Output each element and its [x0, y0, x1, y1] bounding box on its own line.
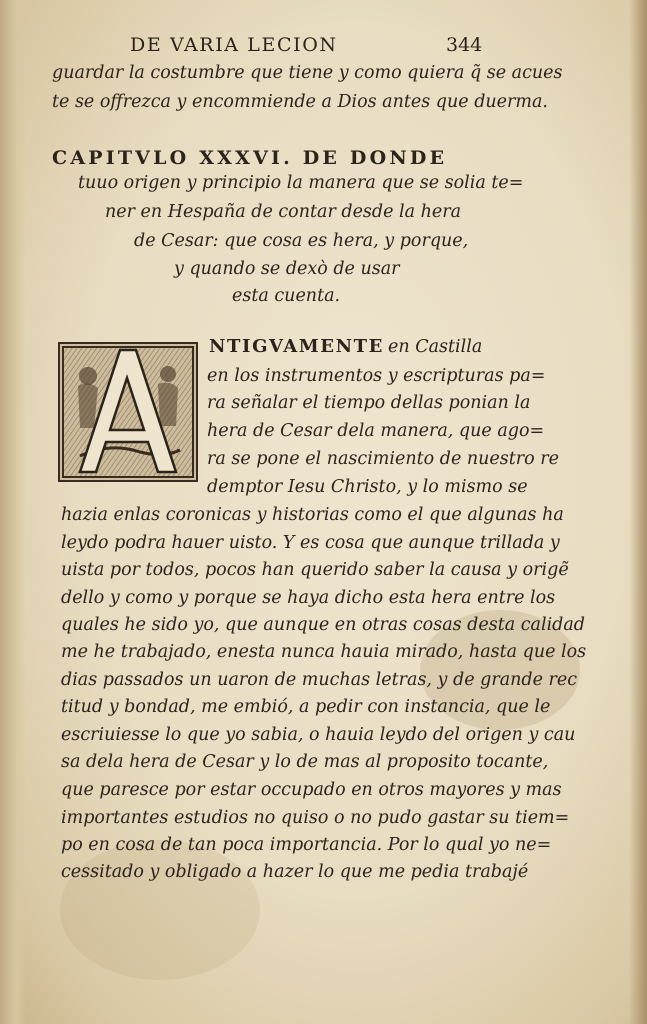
text-line: titud y bondad, me embió, a pedir con instancia, que le — [61, 697, 551, 717]
text-line: po en cosa de tan poca importancia. Por lo qual yo ne= — [61, 835, 552, 855]
text-line: leydo podra hauer uisto. Y es cosa que aunque trillada y — [61, 533, 560, 553]
chapter-title-line: ner en Hespaña de contar desde la hera — [105, 202, 462, 222]
text-line: que paresce por estar occupado en otros mayores y mas — [61, 780, 562, 800]
chapter-title-line: y quando se dexò de usar — [174, 259, 400, 279]
text-line: me he trabajado, enesta nunca hauia mirado, hasta que los — [61, 642, 587, 662]
chapter-title-line: tuuo origen y principio la manera que se solia te= — [78, 173, 524, 193]
woodcut-initial-icon — [58, 342, 198, 482]
paper-stain — [60, 840, 260, 980]
text-line: hera de Cesar dela manera, que ago= — [207, 421, 545, 441]
chapter-title-line: de Cesar: que cosa es hera, y porque, — [134, 231, 469, 251]
text-line: guardar la costumbre que tiene y como quiera q̃ se acues — [52, 63, 563, 83]
text-line: sa dela hera de Cesar y lo de mas al proposito tocante, — [61, 752, 549, 772]
incipit — [209, 336, 482, 357]
text-line: hazia enlas coronicas y historias como el que algunas ha — [61, 505, 564, 525]
text-line: ra se pone el nascimiento de nuestro re — [207, 449, 559, 469]
chapter-heading: CAPITVLO XXXVI. DE DONDE — [52, 147, 448, 169]
page-number: 344 — [446, 34, 483, 56]
text-line: ra señalar el tiempo dellas ponian la — [207, 393, 531, 413]
incipit-capitals: NTIGVAMENTE — [209, 336, 384, 357]
text-line: en los instrumentos y escripturas pa= — [207, 366, 546, 386]
text-line: dias passados un uaron de muchas letras, y de grande rec — [61, 670, 578, 690]
text-line: cessitado y obligado a hazer lo que me pedia trabajé — [61, 862, 529, 882]
text-line: demptor Iesu Christo, y lo mismo se — [207, 477, 528, 497]
text-line: dello y como y porque se haya dicho esta hera entre los — [61, 588, 556, 608]
incipit-rest: en Castilla — [388, 337, 483, 357]
running-head: DE VARIA LECION — [130, 34, 338, 56]
text-line: escriuiesse lo que yo sabia, o hauia leydo del origen y cau — [61, 725, 576, 745]
text-line: importantes estudios no quiso o no pudo gastar su tiem= — [61, 808, 570, 828]
text-line: quales he sido yo, que aunque en otras cosas desta calidad — [61, 615, 586, 635]
text-line: te se offrezca y encommiende a Dios antes que duerma. — [52, 92, 548, 112]
text-line: uista por todos, pocos han querido saber la causa y origẽ — [61, 560, 569, 580]
chapter-title-line: esta cuenta. — [232, 286, 341, 306]
